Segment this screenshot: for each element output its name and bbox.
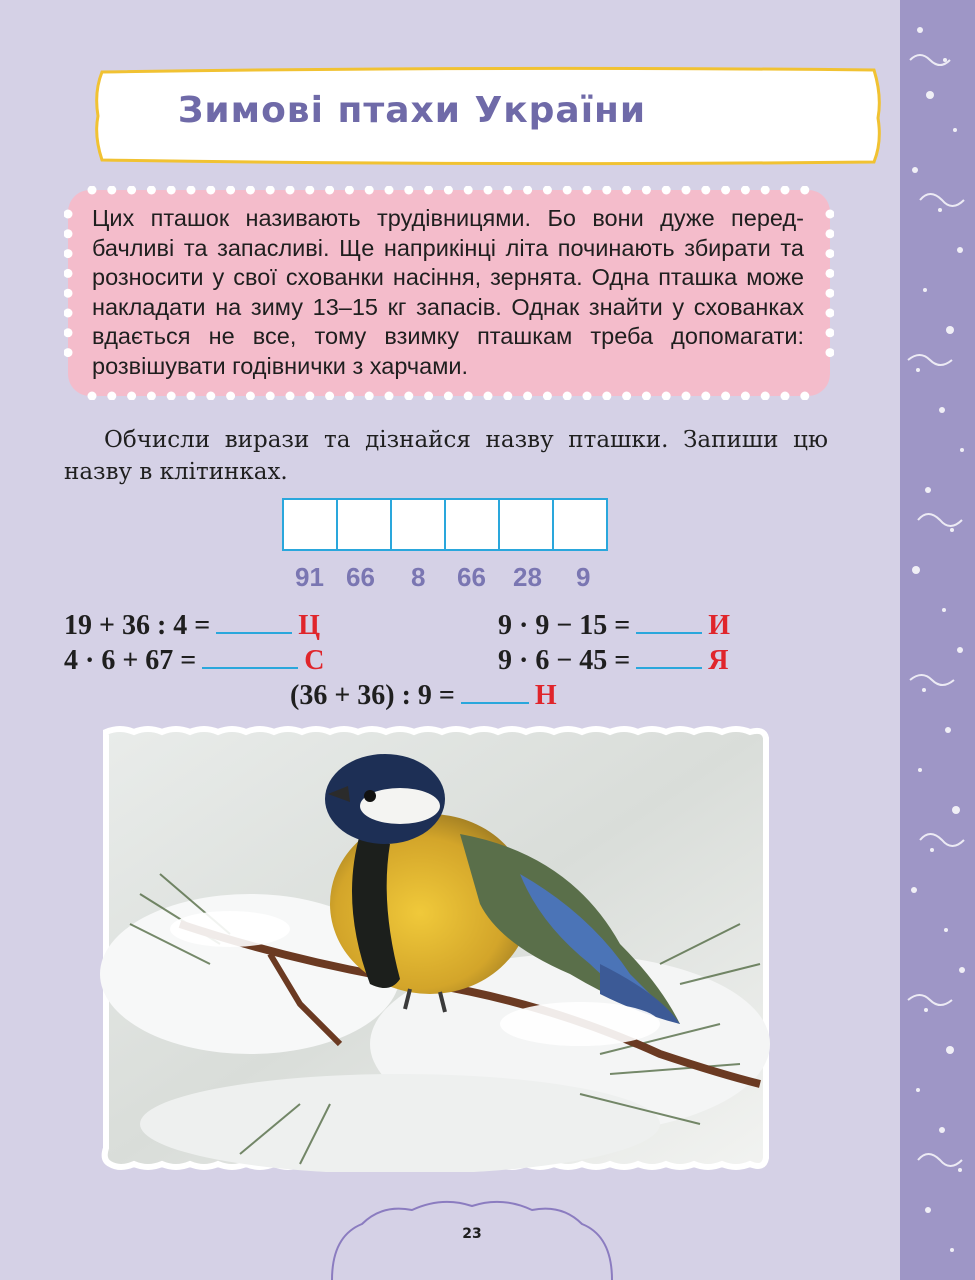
equation-expression: 9 · 6 − 45 = [498,645,631,676]
equation-letter: Н [534,680,557,711]
equation-expression: (36 + 36) : 9 = [290,680,455,711]
cell-code: 66 [346,562,375,592]
equation [498,643,728,677]
equation-expression: 19 + 36 : 4 = [64,610,211,641]
answer-cell[interactable] [390,498,446,551]
equation-expression: 4 · 6 + 67 = [64,645,197,676]
cell-code: 28 [513,562,542,592]
info-text: Цих пташок називають трудівницями. Бо вони дуже передбачливі та запасливі. Ще наприкінці літа починають збирати та розносити у свої схованки насіння, зернята. Одна пташка може накладати на зиму 13–15 кг запасів. Однак знайти у схованках вдається не все, тому взимку пташкам треба допомагати: розвішувати годівнички з харчами. [92,205,804,379]
answer-cells [282,498,608,551]
equation-expression: 9 · 9 − 15 = [498,610,631,641]
equation-letter: Ц [298,610,321,641]
equation [290,678,557,712]
info-box [64,186,834,400]
page-title: Зимові птахи України [177,90,647,131]
answer-blank[interactable] [636,608,702,634]
task-instruction: Обчисли вирази та дізнайся назву пташки. Запиши цю назву в клітинках. [64,427,828,485]
cell-code: 91 [295,562,324,592]
cell-codes [282,562,612,592]
answer-cell[interactable] [444,498,500,551]
equation [64,608,320,642]
page-number-badge [322,1196,622,1280]
answer-blank[interactable] [202,643,298,669]
equation [498,608,730,642]
answer-cell[interactable] [498,498,554,551]
answer-cell[interactable] [336,498,392,551]
bird-photo [100,724,772,1172]
equation-letter: С [304,645,325,676]
equation-letter: И [708,610,731,641]
frost-decoration [900,0,975,1280]
answer-cell[interactable] [552,498,608,551]
equation-letter: Я [708,645,729,676]
cell-code: 66 [457,562,486,592]
cell-code: 9 [576,562,591,592]
page-number: 23 [462,1226,482,1242]
answer-blank[interactable] [216,608,292,634]
equation [64,643,324,677]
bird-illustration [100,724,772,1172]
cell-code: 8 [411,562,426,592]
answer-blank[interactable] [636,643,702,669]
answer-cell[interactable] [282,498,338,551]
answer-blank[interactable] [461,678,529,704]
title-banner [92,66,884,166]
